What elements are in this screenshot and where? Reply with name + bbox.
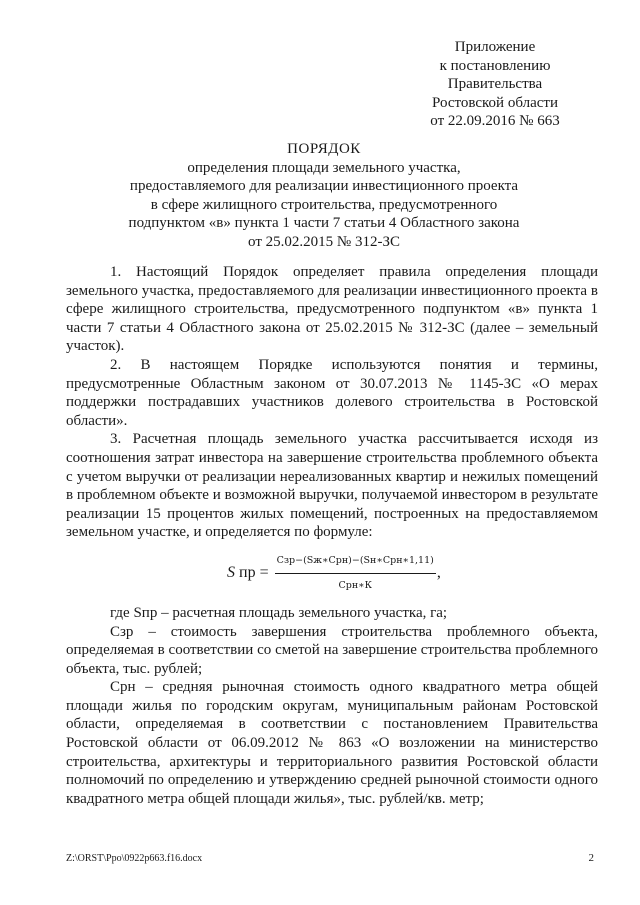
formula-subscript: пр = xyxy=(235,564,269,582)
document-title: ПОРЯДОК xyxy=(287,141,361,157)
formula-lhs xyxy=(227,564,275,583)
formula-fraction xyxy=(275,552,436,595)
subtitle-line: предоставляемого для реализации инвестиционного проекта xyxy=(129,178,519,194)
paragraph-where: где Sпр – расчетная площадь земельного участка, га; xyxy=(110,604,448,621)
paragraph-2: 2. В настоящем Порядке используются понятия и термины, предусмотренные Областным законом от 30.07.2013 № 1145-ЗС «О мерах поддержки пострадавших участников долевого строительства в Ростовской области». xyxy=(66,356,598,429)
subtitle-line: определения площади земельного участка, xyxy=(187,159,461,176)
paragraph-3: 3. Расчетная площадь земельного участка рассчитывается исходя из соотношения затрат инвестора на завершение строительства проблемного объекта с учетом выручки от реализации нереализованных квартир и нежилых помещений в проблемном объекте и возможной выручки, получаемой инвестором в результате реализации 15 процентов жилых помещений, построенных на предоставляемом земельном участке, и определяется по формуле: xyxy=(66,431,598,541)
formula-row xyxy=(66,546,598,598)
subtitle-line: от 25.02.2015 № 312-ЗС xyxy=(248,233,400,250)
document-body xyxy=(66,263,598,808)
formula-denominator: Срн∗К xyxy=(338,579,372,591)
annex-line: Ростовской области xyxy=(432,94,558,111)
annex-block xyxy=(400,38,590,131)
formula-symbol: S xyxy=(227,564,235,582)
footer-page-number: 2 xyxy=(588,852,594,864)
paragraph-1: 1. Настоящий Порядок определяет правила определения площади земельного участка, предоставляемого для реализации инвестиционного проекта в сфере жилищного строительства, предусмотренного подпунктом «в» пункта 1 части 7 статьи 4 Областного закона от 25.02.2015 № 312-ЗС (далее – земельный участок). xyxy=(66,264,598,355)
footer-file-path: Z:\ORST\Ppo\0922p663.f16.docx xyxy=(66,853,203,864)
annex-line: Приложение xyxy=(454,39,536,55)
formula-numerator: Сзр−(Sж∗Срн)−(Sн∗Срн∗1,11) xyxy=(275,552,436,574)
annex-line: Правительства xyxy=(447,76,543,92)
subtitle-line: в сфере жилищного строительства, предусмотренного xyxy=(150,196,498,213)
annex-line: от 22.09.2016 № 663 xyxy=(430,113,560,129)
subtitle-line: подпунктом «в» пункта 1 части 7 статьи 4 Областного закона xyxy=(128,215,520,231)
area-formula xyxy=(227,552,441,595)
formula-tail: , xyxy=(436,564,441,582)
paragraph-crn: Срн – средняя рыночная стоимость одного квадратного метра общей площади жилья по городским округам, муниципальным районам Ростовской области, определяемая в соответствии с постановлением Правительства Ростовской области от 06.09.2012 № 863 «О возложении на министерство строительства, архитектуры и территориального развития Ростовской области полномочий по определению и утверждению средней рыночной стоимости одного квадратного метра общей площади жилья», тыс. рублей/кв. метр; xyxy=(66,679,598,807)
annex-line: к постановлению xyxy=(439,57,551,74)
document-title-block xyxy=(80,140,568,251)
paragraph-czr: Сзр – стоимость завершения строительства проблемного объекта, определяемая в соответствии со сметой на завершение строительства проблемного объекта, тыс. рублей; xyxy=(66,623,598,677)
